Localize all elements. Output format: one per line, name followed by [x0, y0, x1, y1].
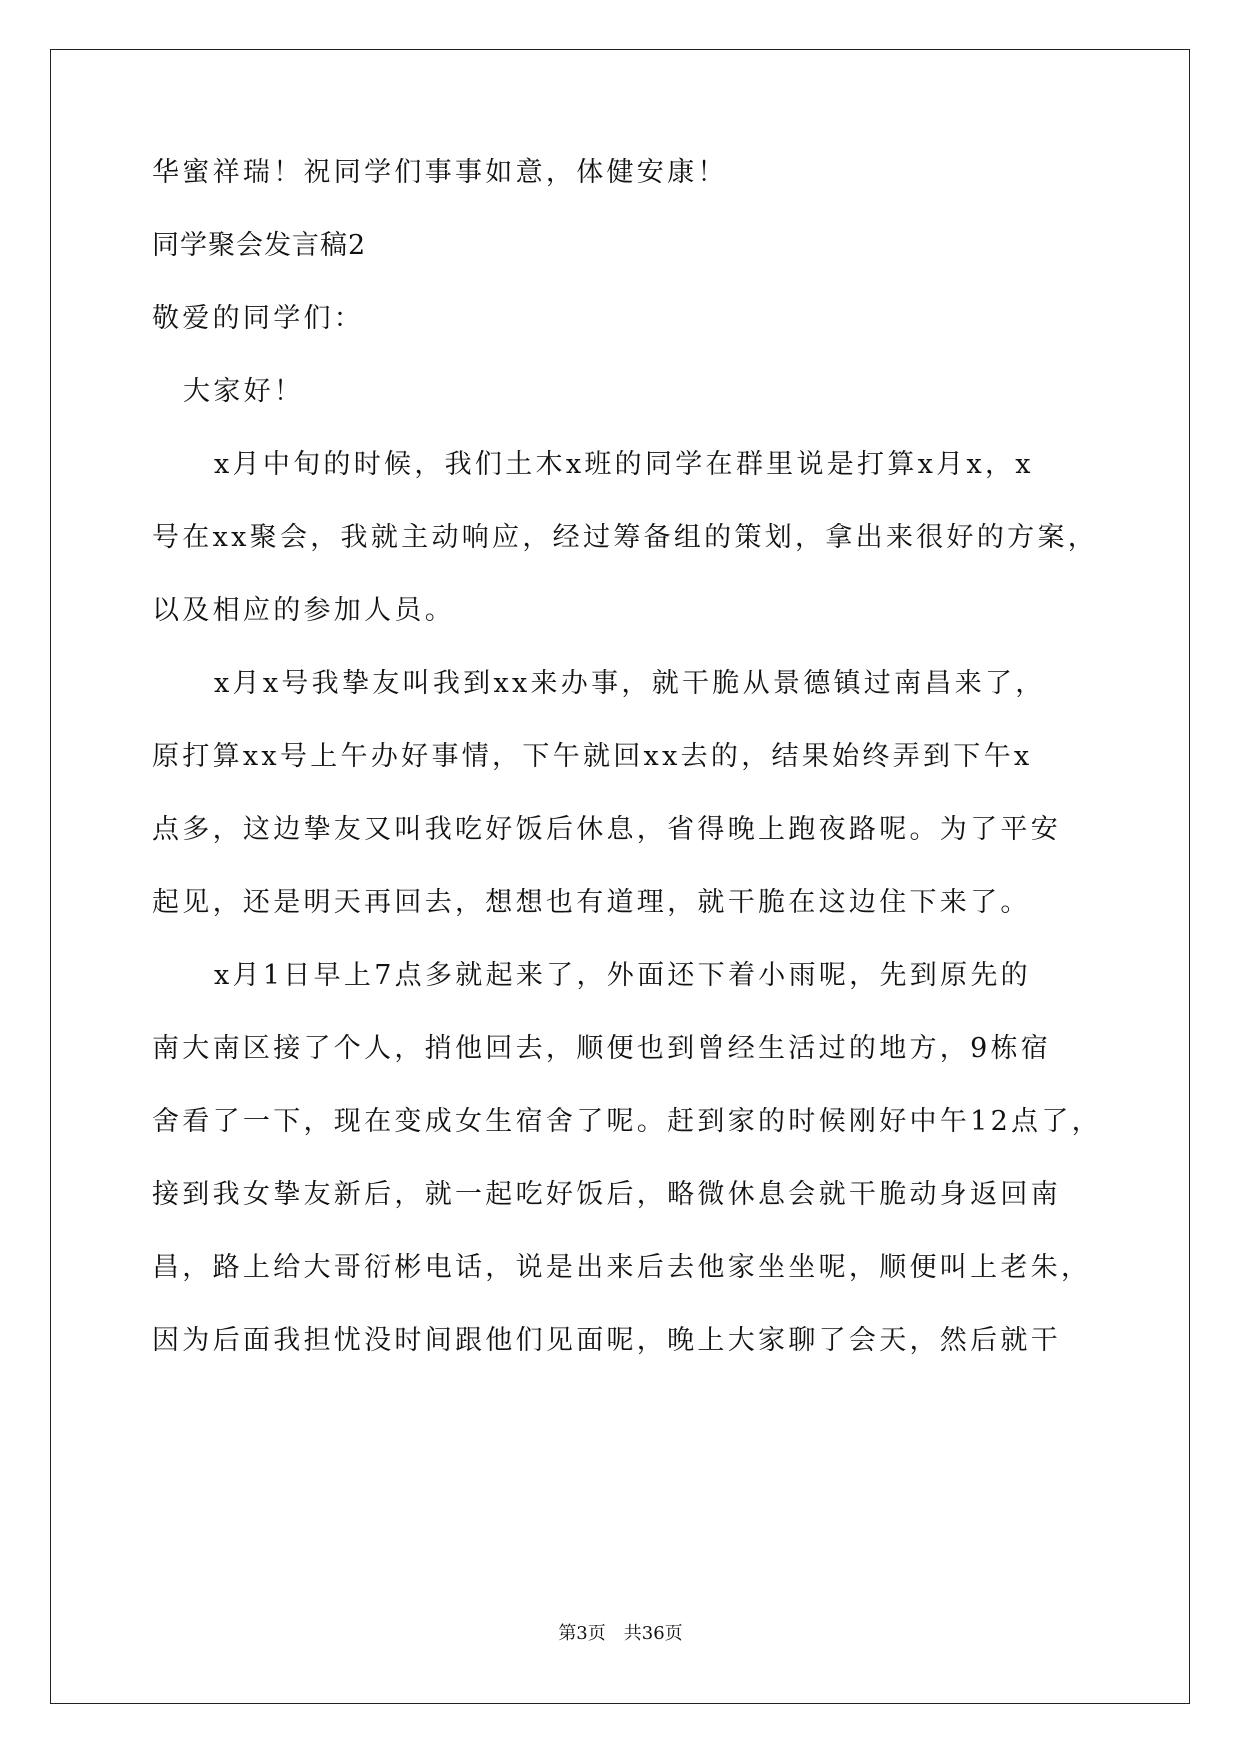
- text-line-11: 起见，还是明天再回去，想想也有道理，就干脆在这边住下来了。: [152, 887, 1031, 918]
- text-line-12: x月1日早上7点多就起来了，外面还下着小雨呢，先到原先的: [214, 960, 1031, 991]
- text-line-7: 以及相应的参加人员。: [152, 595, 455, 626]
- text-line-1: 华蜜祥瑞！祝同学们事事如意，体健安康！: [152, 157, 728, 188]
- text-line-8: x月x号我挚友叫我到xx来办事，就干脆从景德镇过南昌来了，: [214, 668, 1046, 699]
- text-line-5: x月中旬的时候，我们土木x班的同学在群里说是打算x月x，x: [214, 449, 1034, 480]
- text-line-17: 因为后面我担忧没时间跟他们见面呢，晚上大家聊了会天，然后就干: [152, 1325, 1061, 1356]
- salutation: 敬爱的同学们：: [152, 303, 365, 334]
- text-line-16: 昌，路上给大哥衍彬电话，说是出来后去他家坐坐呢，顺便叫上老朱，: [152, 1252, 1092, 1283]
- text-line-10: 点多，这边挚友又叫我吃好饭后休息，省得晚上跑夜路呢。为了平安: [152, 814, 1061, 845]
- text-line-6: 号在xx聚会，我就主动响应，经过筹备组的策划，拿出来很好的方案，: [152, 522, 1099, 553]
- greeting: 大家好！: [183, 376, 305, 407]
- page-number-footer: 第3页 共36页: [558, 1623, 683, 1644]
- text-line-9: 原打算xx号上午办好事情，下午就回xx去的，结果始终弄到下午x: [152, 741, 1033, 772]
- text-line-13: 南大南区接了个人，捎他回去，顺便也到曾经生活过的地方，9栋宿: [152, 1033, 1052, 1064]
- text-line-15: 接到我女挚友新后，就一起吃好饭后，略微休息会就干脆动身返回南: [152, 1179, 1061, 1210]
- section-heading: 同学聚会发言稿2: [152, 230, 367, 261]
- text-line-14: 舍看了一下，现在变成女生宿舍了呢。赶到家的时候刚好中午12点了，: [152, 1106, 1102, 1137]
- page-border: [50, 49, 1190, 1704]
